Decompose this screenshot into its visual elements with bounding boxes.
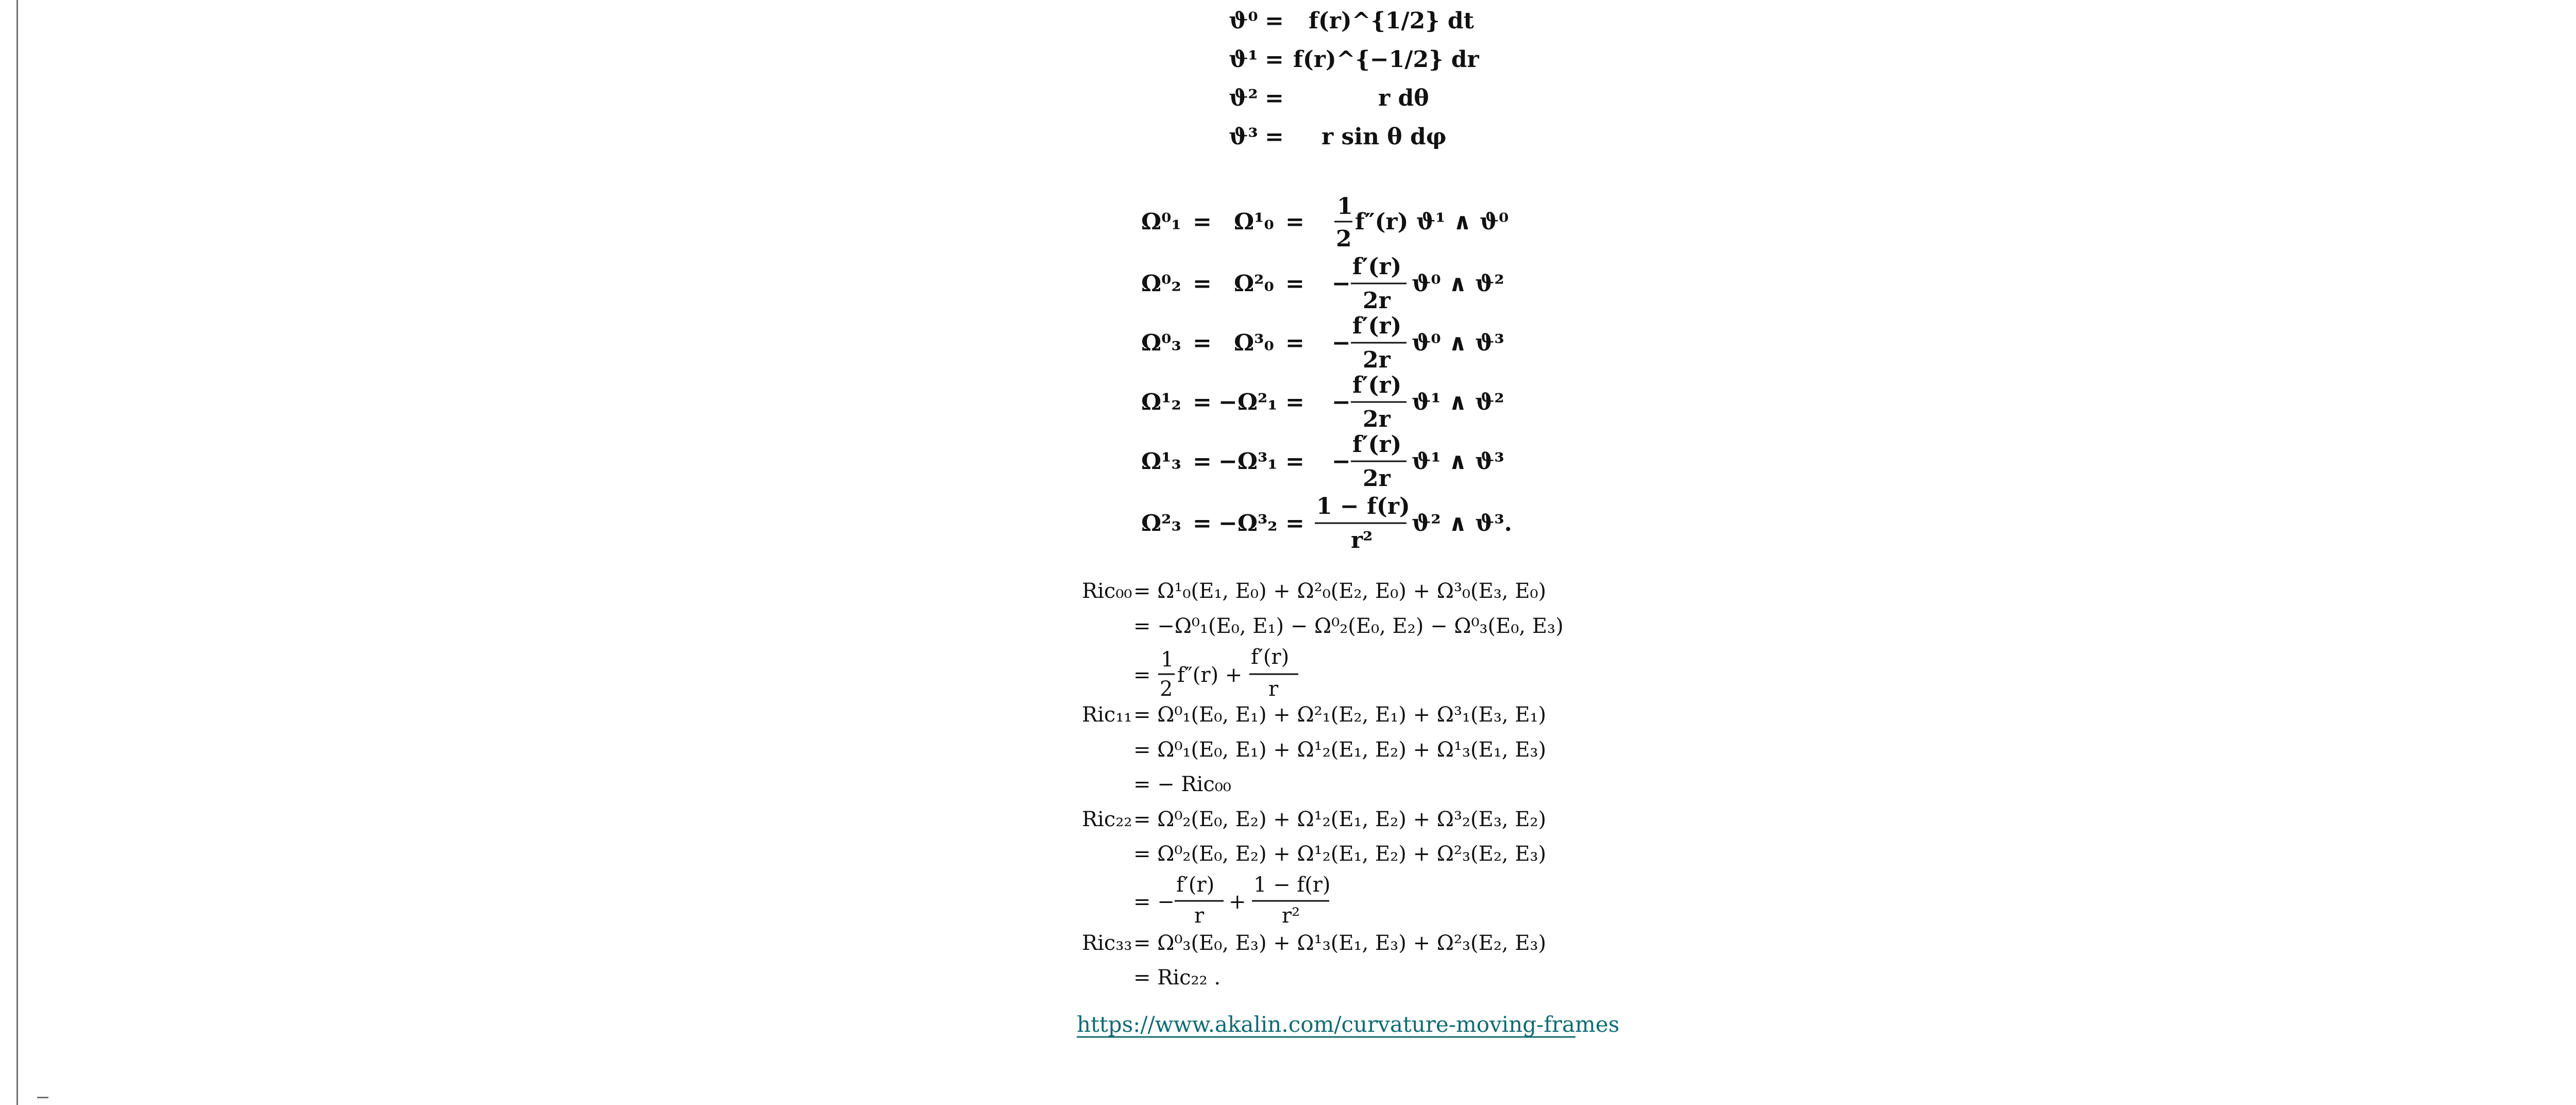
coframe-eq-0: = (1265, 8, 1284, 34)
ricci-lhs-0: Ric₀₀ (1082, 579, 1132, 603)
curv-a-0: Ω⁰₁ (1141, 209, 1181, 235)
ricci-frac2-n2: 1 − f(r) (1253, 873, 1331, 897)
curv-tail-2: ϑ⁰ ∧ ϑ³ (1412, 330, 1504, 356)
ricci-frac1-n2: f′(r) (1251, 645, 1290, 669)
coframe-rhs-1: f(r)^{−1/2} dr (1293, 46, 1479, 73)
curv-tail-0: f″(r) ϑ¹ ∧ ϑ⁰ (1355, 209, 1509, 235)
curv-eq2-4: = (1285, 448, 1304, 475)
ricci-frac1-d1: 2 (1160, 677, 1173, 701)
curv-b-3: −Ω²₁ (1218, 389, 1278, 415)
curv-eq1-1: = (1193, 271, 1212, 297)
curv-num-2: f′(r) (1352, 313, 1402, 339)
curv-a-5: Ω²₃ (1141, 510, 1181, 537)
curv-a-3: Ω¹₂ (1141, 389, 1181, 415)
ricci-rhs-3: = Ω⁰₁(E₀, E₁) + Ω²₁(E₂, E₁) + Ω³₁(E₃, E₁) (1133, 703, 1547, 727)
ricci-rhs-6: = Ω⁰₂(E₀, E₂) + Ω¹₂(E₁, E₂) + Ω³₂(E₃, E₂) (1133, 808, 1547, 831)
curv-eq1-2: = (1193, 330, 1212, 356)
coframe-lhs-3: ϑ³ (1229, 124, 1258, 150)
ricci-lhs-9: Ric₃₃ (1082, 931, 1132, 955)
coframe-eq-1: = (1265, 46, 1284, 73)
ricci-frac2-n1: f′(r) (1176, 873, 1215, 897)
ricci-frac1-n1: 1 (1161, 648, 1174, 672)
curv-b-4: −Ω³₁ (1218, 448, 1278, 475)
curv-b-5: −Ω³₂ (1218, 510, 1278, 537)
curv-tail-1: ϑ⁰ ∧ ϑ² (1412, 271, 1504, 297)
curv-coef-4: − (1332, 448, 1351, 475)
curvature-block (1141, 193, 1512, 554)
curv-coef-1: − (1332, 271, 1351, 297)
curv-tail-4: ϑ¹ ∧ ϑ³ (1412, 448, 1504, 475)
curv-eq2-5: = (1285, 510, 1304, 537)
ricci-rhs-7: = Ω⁰₂(E₀, E₂) + Ω¹₂(E₁, E₂) + Ω²₃(E₂, E₃) (1133, 842, 1547, 866)
ricci-rhs-0: = Ω¹₀(E₁, E₀) + Ω²₀(E₂, E₀) + Ω³₀(E₃, E₀) (1133, 579, 1547, 603)
ricci-block (1082, 579, 1564, 990)
curv-num-0: 1 (1337, 193, 1353, 220)
ricci-frac1-mid: f″(r) + (1177, 663, 1243, 687)
curv-num-5: 1 − f(r) (1316, 493, 1410, 520)
curv-eq1-0: = (1193, 209, 1212, 235)
coframe-block (1229, 8, 1479, 150)
curv-eq1-5: = (1193, 510, 1212, 537)
coframe-lhs-0: ϑ⁰ (1229, 8, 1258, 34)
ricci-rhs-4: = Ω⁰₁(E₀, E₁) + Ω¹₂(E₁, E₂) + Ω¹₃(E₁, E₃) (1133, 738, 1547, 762)
curv-b-0: Ω¹₀ (1234, 209, 1274, 235)
curv-den-3: 2r (1363, 406, 1391, 432)
ricci-rhs-9: = Ω⁰₃(E₀, E₃) + Ω¹₃(E₁, E₃) + Ω²₃(E₂, E₃) (1133, 931, 1547, 955)
coframe-rhs-0: f(r)^{1/2} dt (1309, 8, 1474, 34)
curv-a-4: Ω¹₃ (1141, 448, 1181, 475)
curv-den-0: 2 (1336, 226, 1352, 252)
curv-eq1-4: = (1193, 448, 1212, 475)
curv-den-4: 2r (1363, 465, 1391, 492)
coframe-lhs-1: ϑ¹ (1229, 46, 1258, 73)
ricci-rhs-1: = −Ω⁰₁(E₀, E₁) − Ω⁰₂(E₀, E₂) − Ω⁰₃(E₀, E₃) (1133, 614, 1564, 638)
curv-den-5: r² (1351, 527, 1373, 554)
coframe-rhs-3: r sin θ dφ (1321, 124, 1447, 150)
coframe-eq-3: = (1265, 124, 1284, 150)
coframe-lhs-2: ϑ² (1229, 85, 1258, 111)
curv-coef-3: − (1332, 389, 1351, 415)
ricci-lhs-3: Ric₁₁ (1082, 703, 1132, 727)
curv-b-1: Ω²₀ (1234, 271, 1274, 297)
curv-b-2: Ω³₀ (1234, 330, 1274, 356)
curv-tail-3: ϑ¹ ∧ ϑ² (1412, 389, 1504, 415)
ricci-frac2-d1: r (1194, 904, 1205, 928)
ricci-rhs-10: = Ric₂₂ . (1133, 966, 1221, 990)
curv-coef-2: − (1332, 330, 1351, 356)
coframe-eq-2: = (1265, 85, 1284, 111)
ricci-frac2-eq: = − (1133, 890, 1175, 914)
ricci-frac1-d2: r (1268, 677, 1279, 701)
curv-eq1-3: = (1193, 389, 1212, 415)
curv-a-1: Ω⁰₂ (1141, 271, 1181, 297)
curv-den-1: 2r (1363, 288, 1391, 314)
ricci-lhs-6: Ric₂₂ (1082, 808, 1132, 831)
curv-num-4: f′(r) (1352, 431, 1402, 458)
curv-eq2-0: = (1285, 209, 1304, 235)
curv-num-3: f′(r) (1352, 372, 1402, 398)
curv-eq2-1: = (1285, 271, 1304, 297)
ricci-frac2-mid: + (1229, 890, 1246, 914)
ricci-frac1-eq: = (1133, 663, 1151, 687)
coframe-rhs-2: r dθ (1378, 85, 1429, 111)
curv-den-2: 2r (1363, 347, 1391, 373)
curv-eq2-2: = (1285, 330, 1304, 356)
curv-eq2-3: = (1285, 389, 1304, 415)
curv-num-1: f′(r) (1352, 254, 1402, 280)
source-link[interactable] (1077, 1012, 1619, 1037)
curv-tail-5: ϑ² ∧ ϑ³. (1412, 510, 1512, 537)
ricci-frac2-d2: r² (1282, 904, 1300, 928)
curv-a-2: Ω⁰₃ (1141, 330, 1181, 356)
ricci-rhs-5: = − Ric₀₀ (1133, 773, 1231, 796)
source-link-text[interactable]: https://www.akalin.com/curvature-moving-frames (1077, 1012, 1620, 1037)
